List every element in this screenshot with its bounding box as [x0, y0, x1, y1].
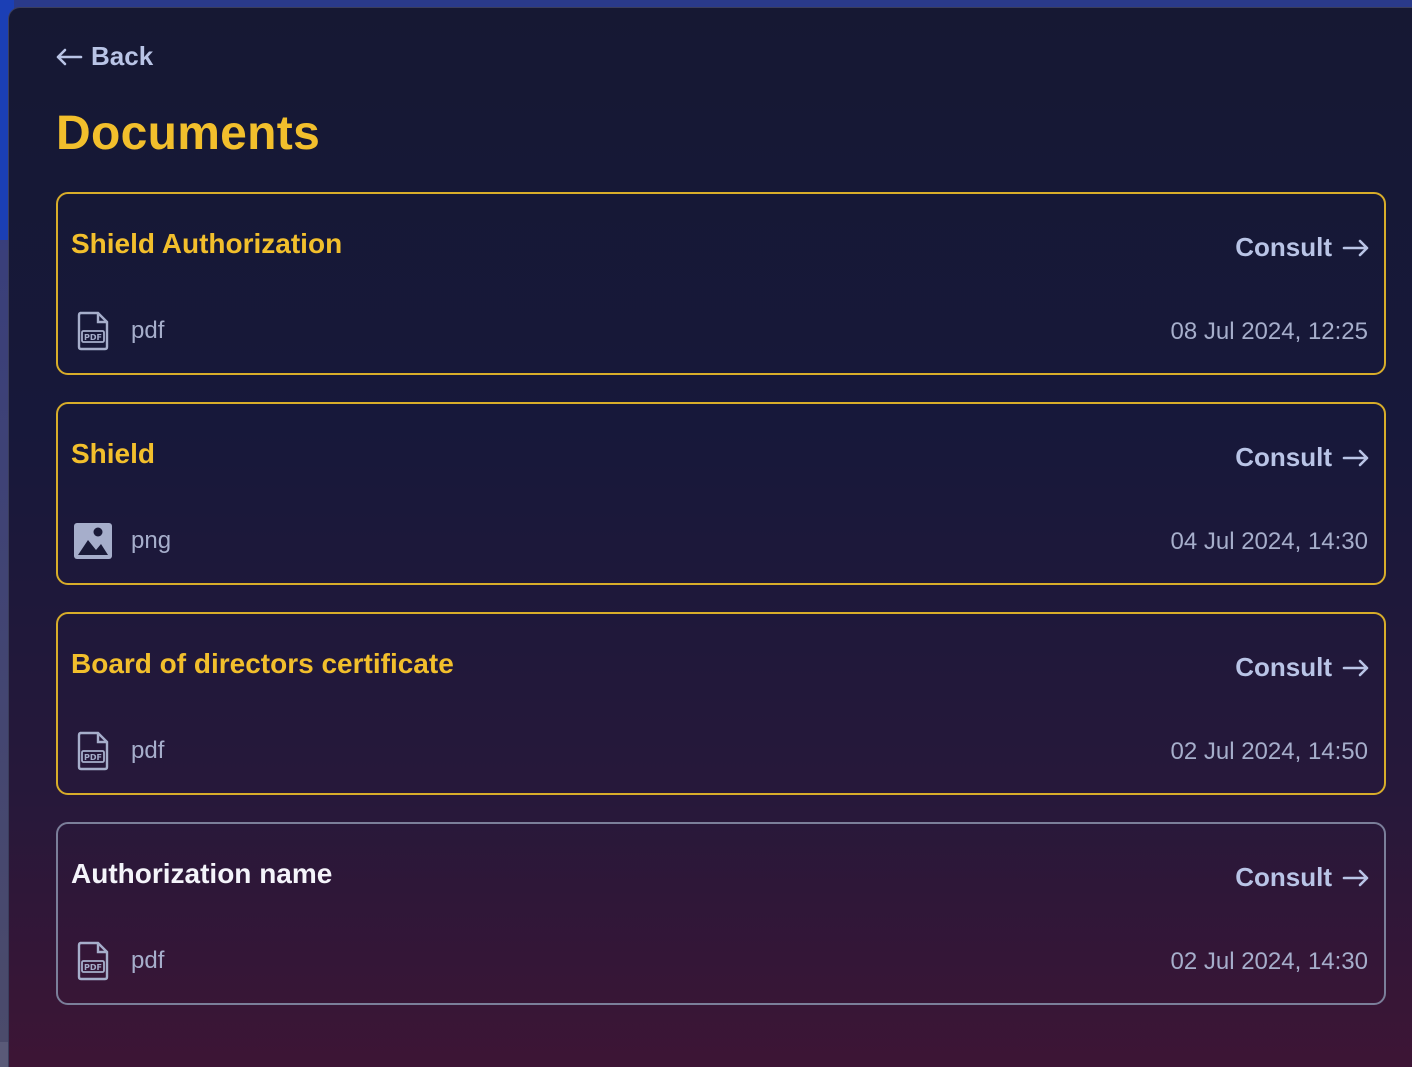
file-type-label: png — [131, 527, 172, 554]
back-button[interactable] — [55, 41, 153, 72]
consult-button[interactable] — [1235, 652, 1370, 683]
consult-button[interactable] — [1235, 442, 1370, 473]
back-label: Back — [91, 41, 154, 71]
file-type-label: pdf — [131, 947, 165, 974]
document-type — [72, 310, 164, 352]
document-list — [56, 192, 1386, 1032]
document-card — [56, 822, 1386, 1005]
document-name: Shield — [71, 438, 156, 469]
document-card — [56, 402, 1386, 585]
document-card — [56, 612, 1386, 795]
document-date: 02 Jul 2024, 14:30 — [1170, 948, 1368, 975]
documents-panel — [8, 7, 1412, 1067]
svg-text:PDF: PDF — [84, 753, 102, 762]
file-type-label: pdf — [131, 317, 165, 344]
arrow-right-icon — [1342, 449, 1370, 467]
arrow-right-icon — [1342, 659, 1370, 677]
document-type — [72, 940, 164, 982]
arrow-right-icon — [1342, 869, 1370, 887]
document-date: 02 Jul 2024, 14:50 — [1170, 738, 1368, 765]
consult-label: Consult — [1235, 232, 1332, 262]
arrow-right-icon — [1342, 239, 1370, 257]
document-date: 04 Jul 2024, 14:30 — [1170, 528, 1368, 555]
document-date: 08 Jul 2024, 12:25 — [1170, 318, 1368, 345]
svg-text:PDF: PDF — [84, 963, 102, 972]
page-title: Documents — [56, 107, 321, 160]
pdf-file-icon — [72, 730, 114, 772]
consult-label: Consult — [1235, 442, 1332, 472]
file-type-label: pdf — [131, 737, 165, 764]
svg-text:PDF: PDF — [84, 333, 102, 342]
consult-button[interactable] — [1235, 862, 1370, 893]
document-name: Authorization name — [71, 858, 333, 889]
document-name: Shield Authorization — [71, 228, 343, 259]
arrow-left-icon — [55, 48, 83, 66]
document-type — [72, 730, 164, 772]
consult-button[interactable] — [1235, 232, 1370, 263]
image-file-icon — [72, 520, 114, 562]
document-type — [72, 520, 171, 562]
consult-label: Consult — [1235, 652, 1332, 682]
document-name: Board of directors certificate — [71, 648, 454, 679]
consult-label: Consult — [1235, 862, 1332, 892]
document-card — [56, 192, 1386, 375]
pdf-file-icon — [72, 310, 114, 352]
pdf-file-icon — [72, 940, 114, 982]
